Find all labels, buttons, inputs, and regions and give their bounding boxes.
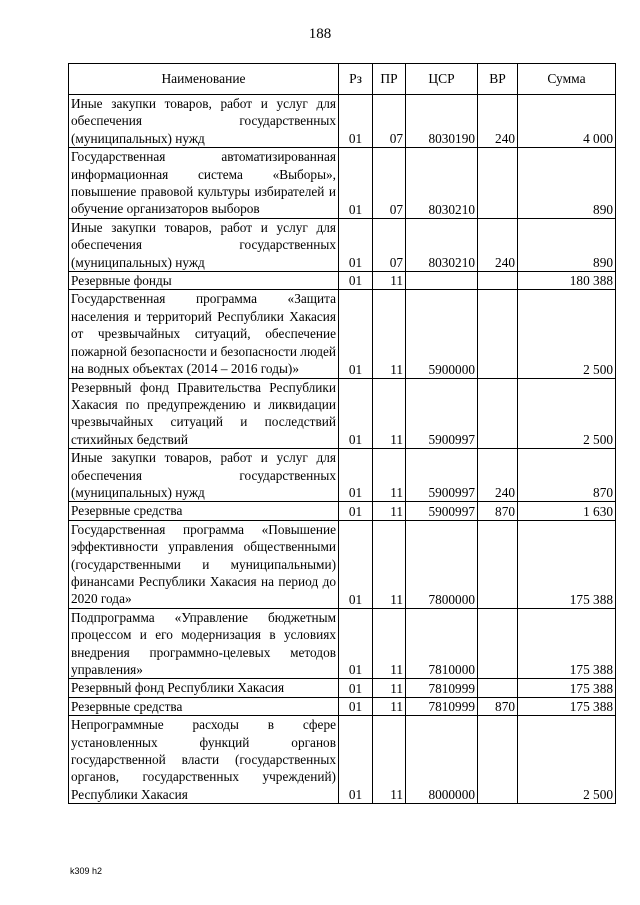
cell-vr — [478, 272, 518, 290]
cell-csr: 8030210 — [406, 218, 478, 271]
cell-sum: 4 000 — [518, 95, 616, 148]
cell-pr: 07 — [373, 148, 406, 219]
cell-rz: 01 — [339, 502, 373, 520]
cell-name: Резервные средства — [69, 502, 339, 520]
cell-sum: 175 388 — [518, 520, 616, 608]
cell-sum: 1 630 — [518, 502, 616, 520]
table-header-row — [69, 64, 616, 95]
cell-name: Государственная программа «Защита населения и территорий Республики Хакасия от чрезвычайных ситуаций, обеспечение пожарной безопасности и безопасности людей на водных объектах (2014 – 2016 годы)» — [69, 290, 339, 378]
cell-sum: 890 — [518, 148, 616, 219]
table-row — [69, 449, 616, 502]
cell-vr: 870 — [478, 697, 518, 715]
cell-csr: 8030190 — [406, 95, 478, 148]
cell-sum: 180 388 — [518, 272, 616, 290]
table-row — [69, 716, 616, 804]
cell-pr: 11 — [373, 679, 406, 697]
page-number: 188 — [308, 26, 332, 42]
cell-rz: 01 — [339, 378, 373, 449]
header-csr: ЦСР — [406, 64, 478, 95]
cell-name: Резервные фонды — [69, 272, 339, 290]
table-row — [69, 290, 616, 378]
cell-name: Резервный фонд Республики Хакасия — [69, 679, 339, 697]
cell-name: Резервные средства — [69, 697, 339, 715]
cell-vr — [478, 520, 518, 608]
cell-rz: 01 — [339, 716, 373, 804]
cell-pr: 07 — [373, 95, 406, 148]
header-rz: Рз — [339, 64, 373, 95]
cell-csr: 5900000 — [406, 290, 478, 378]
cell-pr: 11 — [373, 449, 406, 502]
cell-sum: 175 388 — [518, 697, 616, 715]
table-row — [69, 502, 616, 520]
document-code: k309 h2 — [70, 866, 103, 876]
cell-name: Иные закупки товаров, работ и услуг для обеспечения государственных (муниципальных) нужд — [69, 95, 339, 148]
cell-sum: 2 500 — [518, 290, 616, 378]
cell-rz: 01 — [339, 697, 373, 715]
header-pr: ПР — [373, 64, 406, 95]
cell-name: Иные закупки товаров, работ и услуг для обеспечения государственных (муниципальных) нужд — [69, 218, 339, 271]
cell-csr — [406, 272, 478, 290]
table-row — [69, 378, 616, 449]
cell-name: Государственная программа «Повышение эффективности управления общественными (государственными и муниципальными) финансами Республики Хакасия на период до 2020 года» — [69, 520, 339, 608]
cell-rz: 01 — [339, 679, 373, 697]
cell-name: Подпрограмма «Управление бюджетным процессом и его модернизация в условиях внедрения программно-целевых методов управления» — [69, 608, 339, 679]
header-sum: Сумма — [518, 64, 616, 95]
cell-name: Иные закупки товаров, работ и услуг для обеспечения государственных (муниципальных) нужд — [69, 449, 339, 502]
cell-sum: 2 500 — [518, 378, 616, 449]
cell-rz: 01 — [339, 272, 373, 290]
cell-pr: 11 — [373, 290, 406, 378]
cell-rz: 01 — [339, 520, 373, 608]
header-vr: ВР — [478, 64, 518, 95]
table-row — [69, 608, 616, 679]
table-row — [69, 95, 616, 148]
cell-name: Резервный фонд Правительства Республики Хакасия по предупреждению и ликвидации чрезвычайных ситуаций и последствий стихийных бедствий — [69, 378, 339, 449]
cell-sum: 890 — [518, 218, 616, 271]
cell-pr: 11 — [373, 378, 406, 449]
cell-rz: 01 — [339, 95, 373, 148]
table-row — [69, 272, 616, 290]
header-name: Наименование — [69, 64, 339, 95]
cell-csr: 5900997 — [406, 449, 478, 502]
cell-vr — [478, 378, 518, 449]
cell-csr: 7800000 — [406, 520, 478, 608]
cell-csr: 5900997 — [406, 378, 478, 449]
cell-pr: 11 — [373, 608, 406, 679]
cell-pr: 11 — [373, 716, 406, 804]
cell-pr: 11 — [373, 520, 406, 608]
cell-sum: 175 388 — [518, 679, 616, 697]
cell-pr: 11 — [373, 697, 406, 715]
cell-rz: 01 — [339, 608, 373, 679]
cell-vr: 240 — [478, 95, 518, 148]
cell-sum: 175 388 — [518, 608, 616, 679]
table-row — [69, 697, 616, 715]
cell-csr: 7810999 — [406, 697, 478, 715]
cell-vr — [478, 716, 518, 804]
cell-pr: 11 — [373, 502, 406, 520]
table-row — [69, 679, 616, 697]
budget-table — [68, 63, 616, 804]
cell-name: Непрограммные расходы в сфере установленных функций органов государственной власти (государственных органов, государственных учреждений) Республики Хакасия — [69, 716, 339, 804]
cell-vr — [478, 679, 518, 697]
cell-csr: 8030210 — [406, 148, 478, 219]
cell-rz: 01 — [339, 290, 373, 378]
table-row — [69, 520, 616, 608]
cell-pr: 07 — [373, 218, 406, 271]
cell-rz: 01 — [339, 449, 373, 502]
cell-vr: 240 — [478, 449, 518, 502]
cell-name: Государственная автоматизированная информационная система «Выборы», повышение правовой культуры избирателей и обучение организаторов выборов — [69, 148, 339, 219]
table-row — [69, 148, 616, 219]
cell-rz: 01 — [339, 218, 373, 271]
cell-csr: 8000000 — [406, 716, 478, 804]
cell-vr — [478, 290, 518, 378]
cell-sum: 870 — [518, 449, 616, 502]
cell-csr: 7810000 — [406, 608, 478, 679]
cell-sum: 2 500 — [518, 716, 616, 804]
cell-rz: 01 — [339, 148, 373, 219]
cell-vr: 240 — [478, 218, 518, 271]
cell-vr: 870 — [478, 502, 518, 520]
cell-vr — [478, 608, 518, 679]
cell-csr: 7810999 — [406, 679, 478, 697]
table-row — [69, 218, 616, 271]
cell-csr: 5900997 — [406, 502, 478, 520]
cell-vr — [478, 148, 518, 219]
cell-pr: 11 — [373, 272, 406, 290]
